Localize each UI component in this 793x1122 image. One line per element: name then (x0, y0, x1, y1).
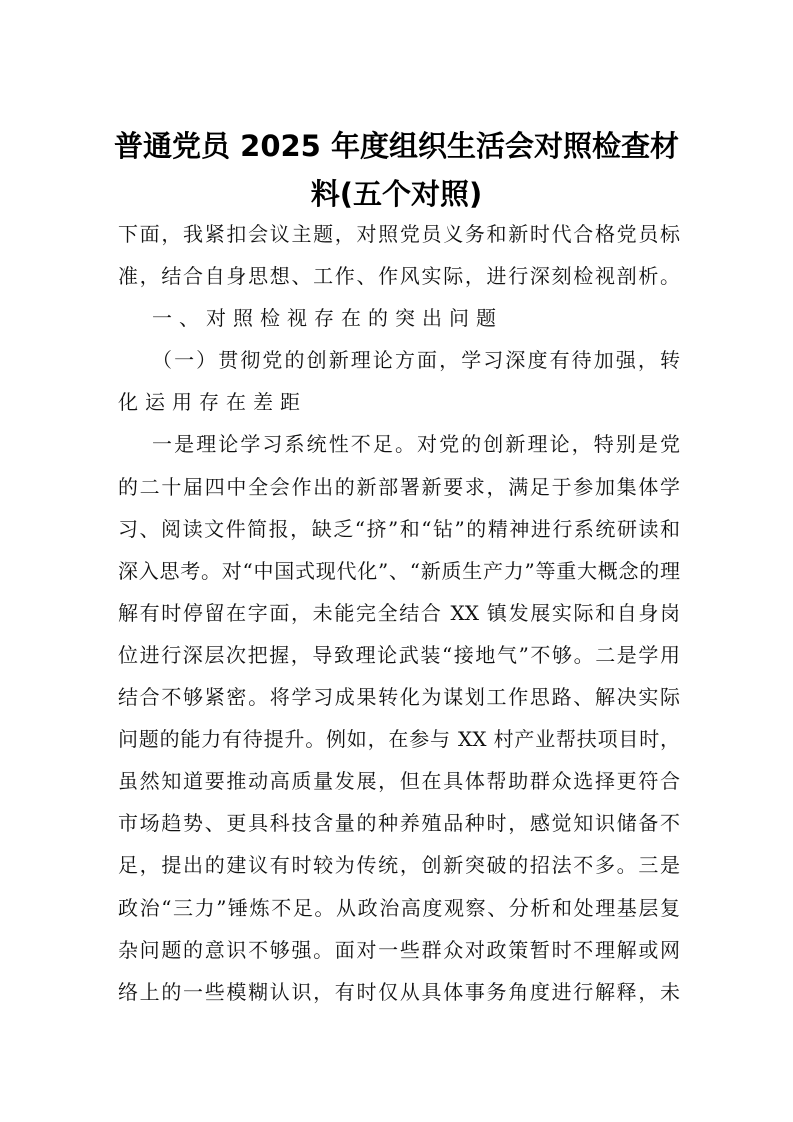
body-text-line: 准，结合自身思想、工作、作风实际，进行深刻检视剖析。 (118, 264, 680, 289)
body-text-line: 杂问题的意识不够强。面对一些群众对政策暂时不理解或网 (118, 937, 680, 962)
body-text-line: 习、阅读文件简报，缺乏“挤”和“钻”的精神进行系统研读和 (118, 516, 680, 541)
body-text-line: 化运用存在差距 (118, 390, 307, 415)
body-text-line: 的二十届四中全会作出的新部署新要求，满足于参加集体学 (118, 474, 680, 499)
body-text-line: 解有时停留在字面，未能完全结合 XX 镇发展实际和自身岗 (118, 600, 680, 625)
body-text-line: 问题的能力有待提升。例如，在参与 XX 村产业帮扶项目时， (118, 727, 680, 752)
body-text-line: 深入思考。对“中国式现代化”、“新质生产力”等重大概念的理 (118, 558, 680, 583)
body-text-line: 虽然知道要推动高质量发展，但在具体帮助群众选择更符合 (118, 769, 680, 794)
body-text-line: 结合不够紧密。将学习成果转化为谋划工作思路、解决实际 (118, 685, 680, 710)
body-text-line: 政治“三力”锤炼不足。从政治高度观察、分析和处理基层复 (118, 895, 680, 920)
body-text-line: 一、对照检视存在的突出问题 (152, 306, 503, 331)
body-text-line: 络上的一些模糊认识，有时仅从具体事务角度进行解释，未 (118, 979, 680, 1004)
body-text-line: 一是理论学习系统性不足。对党的创新理论，特别是党 (152, 432, 680, 457)
body-text-line: 位进行深层次把握，导致理论武装“接地气”不够。二是学用 (118, 642, 680, 667)
document-body (118, 213, 680, 1013)
document-title-line-1: 普通党员 2025 年度组织生活会对照检查材 (114, 129, 679, 163)
document-title-line-2: 料(五个对照) (310, 177, 483, 211)
body-text-line: （一）贯彻党的创新理论方面，学习深度有待加强，转 (152, 348, 680, 373)
body-text-line: 市场趋势、更具科技含量的种养殖品种时，感觉知识储备不 (118, 811, 680, 836)
body-text-line: 下面，我紧扣会议主题，对照党员义务和新时代合格党员标 (118, 222, 680, 246)
body-text-line: 足，提出的建议有时较为传统，创新突破的招法不多。三是 (118, 853, 680, 878)
